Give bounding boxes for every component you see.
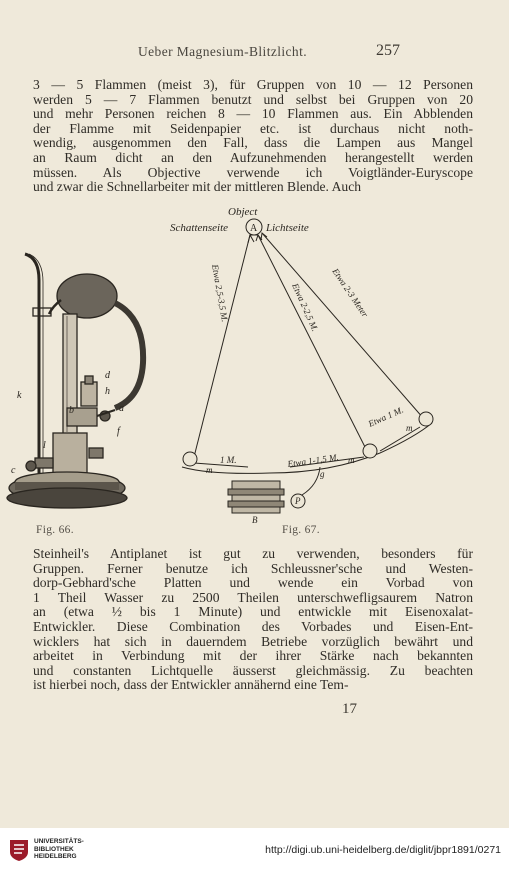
viewer-footer [0, 828, 509, 871]
point-a-label: A [250, 223, 258, 234]
paragraph-top [33, 78, 473, 195]
label-k: k [17, 390, 22, 401]
text-line: 1 Theil Wasser zu 2500 Theilen unterschwefligsaurem Natron [33, 589, 473, 605]
text-line: ist hierbei noch, dass der Entwickler annähernd eine Tem- [33, 677, 349, 693]
label-b-bellows: B [252, 515, 258, 525]
library-name-line: BIBLIOTHEK [34, 845, 74, 853]
text-line: und mehr Personen reichen 8 — 10 Flammen aus. Ein Abblenden [33, 106, 473, 122]
distance-left: Etwa 2,5-3,5 M. [210, 263, 230, 323]
label-f: f [117, 426, 120, 437]
lamp-label-m3: m [406, 423, 413, 433]
text-line: müssen. Als Objective verwende ich Voigtländer-Euryscope [33, 164, 473, 180]
text-line: an Raum dicht an den Aufzunehmenden herangestellt werden [33, 149, 473, 165]
text-line: Gruppen. Ferner benutze ich Schleussner'sche und Westen- [33, 560, 473, 576]
distance-middle: Etwa 2-2,5 M. [290, 281, 321, 333]
label-a: a [119, 403, 124, 414]
distance-bottom-mid: Etwa 1-1,5 M. [286, 451, 340, 469]
lamp-label-m2: m [348, 455, 355, 465]
figure-67-lamp-arrangement [170, 205, 440, 525]
shadow-side-label: Schattenseite [170, 222, 229, 234]
text-line: der Flamme mit Seidenpapier etc. ist durchaus nicht noth- [33, 120, 473, 136]
label-l: l [43, 440, 46, 451]
figure-67-caption: Fig. 67. [282, 524, 320, 536]
signature-mark: 17 [342, 701, 357, 717]
label-c: c [11, 465, 16, 476]
text-line: arbeitet in Verbindung mit der ihrer Stärke nach bekannten [33, 648, 473, 664]
document-permalink[interactable]: http://digi.ub.uni-heidelberg.de/diglit/jbpr1891/0271 [265, 844, 501, 856]
text-line: Steinheil's Antiplanet ist gut zu verwenden, besonders für [33, 546, 473, 561]
text-line: und zwar die Schnellarbeiter mit der mittleren Blende. Auch [33, 179, 362, 195]
object-label: Object [228, 206, 258, 218]
label-b: b [69, 405, 74, 416]
text-line: Entwickler. Diese Combination des Vorbades und Eisen-Ent- [33, 618, 473, 634]
text-line: wicklers hat sich in dauerndem Betriebe vorzüglich bewährt und [33, 633, 473, 649]
distance-right-short: Etwa 1 M. [366, 404, 405, 429]
text-line: und constanten Lichtquelle äusserst gleichmässig. Zu beachten [33, 662, 473, 678]
figure-66-lamp-illustration [5, 248, 155, 518]
paragraph-bottom [33, 547, 473, 693]
text-line: wendig, ausgenommen den Fall, dass die Lampen aus Mangel [33, 135, 473, 151]
label-p: P [295, 496, 301, 506]
label-h: h [105, 386, 110, 397]
label-g: g [320, 469, 325, 479]
page-header [0, 44, 509, 64]
university-library-logo-icon [8, 838, 30, 862]
running-title: Ueber Magnesium-Blitzlicht. [138, 44, 308, 59]
library-name [34, 838, 84, 861]
text-line: werden 5 — 7 Flammen benutzt und selbst bei Gruppen von 20 [33, 91, 473, 107]
figure-66-caption: Fig. 66. [36, 524, 74, 536]
library-name-line: HEIDELBERG [34, 853, 77, 861]
text-line: 3 — 5 Flammen (meist 3), für Gruppen von 10 — 12 Personen [33, 77, 473, 92]
distance-right: Etwa 2-3 Meter [330, 266, 371, 319]
distance-bottom-left: 1 M. [220, 455, 237, 465]
page-number: 257 [376, 42, 400, 59]
text-line: an (etwa ½ bis 1 Minute) und entwickle mit Eisenoxalat- [33, 604, 473, 620]
library-name-line: UNIVERSITÄTS- [34, 838, 84, 845]
label-d: d [105, 370, 110, 381]
text-line: dorp-Gebhard'sche Platten und wende ein Vorbad von [33, 575, 473, 591]
lamp-label-m1: m [206, 465, 213, 475]
light-side-label: Lichtseite [266, 222, 309, 234]
